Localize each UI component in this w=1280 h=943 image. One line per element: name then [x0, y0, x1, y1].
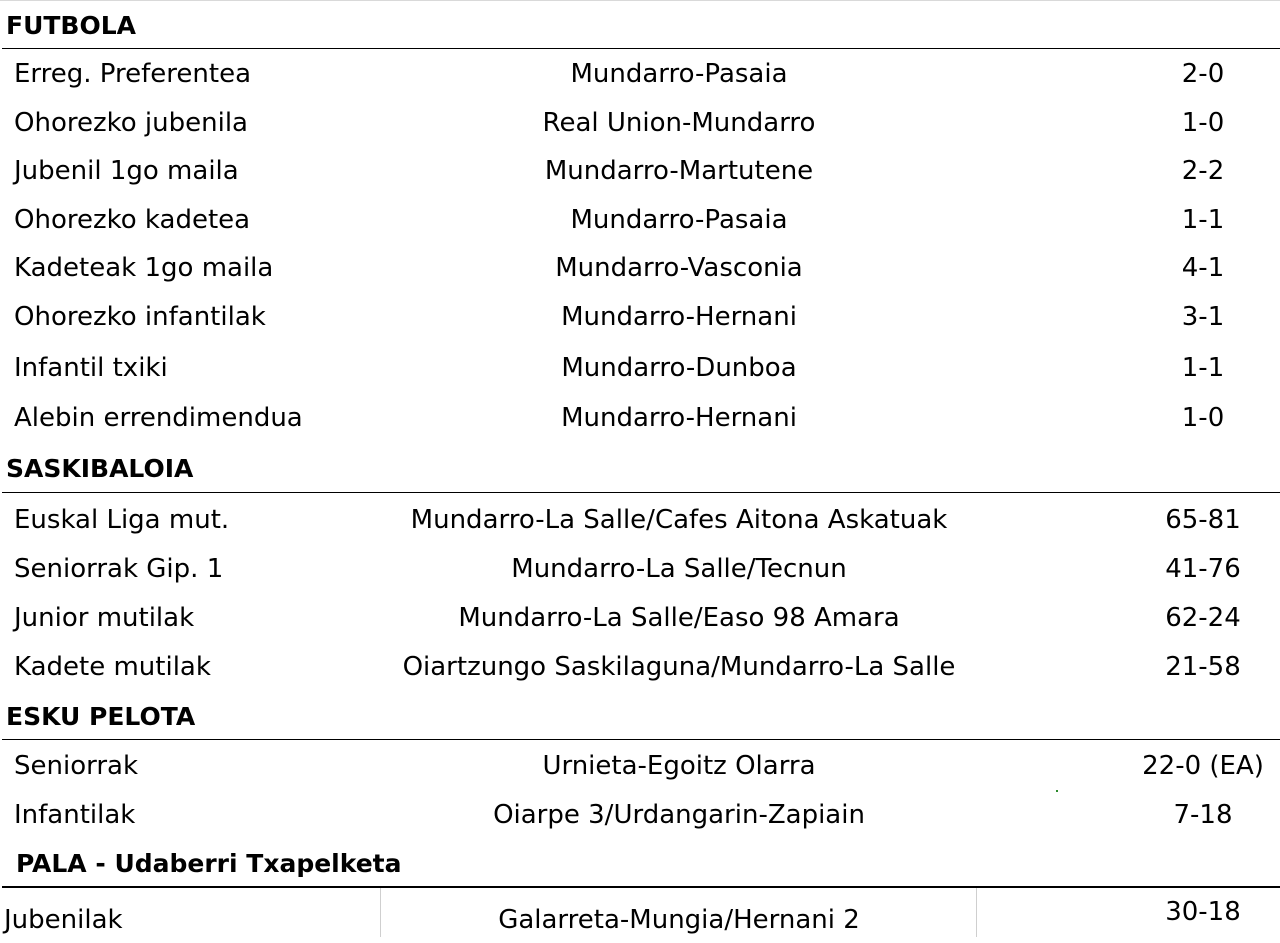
row-match: Mundarro-Pasaia: [570, 59, 788, 89]
row-match: Mundarro-Pasaia: [570, 205, 788, 235]
section-title-futbola: FUTBOLA: [6, 11, 137, 40]
result-row: [0, 743, 1280, 789]
row-score: 65-81: [1165, 505, 1241, 535]
result-row: [0, 497, 1280, 543]
row-score: 62-24: [1165, 603, 1241, 633]
section-title-saskibaloia: SASKIBALOIA: [6, 454, 194, 483]
row-score: 1-1: [1181, 353, 1225, 383]
row-category: Ohorezko kadetea: [14, 205, 251, 235]
row-match: Mundarro-Dunboa: [561, 353, 797, 383]
row-category: Erreg. Preferentea: [14, 59, 252, 89]
row-match: Mundarro-La Salle/Easo 98 Amara: [458, 603, 900, 633]
result-row: [0, 100, 1280, 146]
row-score: 1-0: [1181, 403, 1225, 433]
result-row: [0, 345, 1280, 391]
row-match: Galarreta-Mungia/Hernani 2: [498, 905, 860, 935]
row-score: 7-18: [1173, 800, 1233, 830]
section-divider: [2, 886, 1280, 888]
row-match: Mundarro-Hernani: [561, 403, 797, 433]
row-score: 41-76: [1165, 554, 1241, 584]
row-category: Jubenil 1go maila: [14, 156, 239, 186]
row-category: Infantil txiki: [14, 353, 168, 383]
section-title-esku-pelota: ESKU PELOTA: [6, 702, 196, 731]
row-category: Junior mutilak: [14, 603, 195, 633]
result-row: [0, 245, 1280, 291]
result-row: [0, 546, 1280, 592]
result-row: [0, 644, 1280, 690]
row-category: Seniorrak Gip. 1: [14, 554, 224, 584]
row-match: Mundarro-Hernani: [561, 302, 797, 332]
row-match: Mundarro-La Salle/Tecnun: [511, 554, 847, 584]
section-divider: [2, 492, 1280, 493]
row-category: Alebin errendimendua: [14, 403, 303, 433]
result-row: [0, 595, 1280, 641]
top-border: [0, 0, 1280, 1]
section-title-pala: PALA - Udaberri Txapelketa: [16, 849, 402, 878]
result-row: [0, 792, 1280, 838]
row-match: Urnieta-Egoitz Olarra: [542, 751, 816, 781]
row-category: Ohorezko infantilak: [14, 302, 266, 332]
result-row: [0, 294, 1280, 340]
row-match: Mundarro-Vasconia: [555, 253, 803, 283]
row-score: 4-1: [1181, 253, 1225, 283]
section-divider: [2, 739, 1280, 740]
row-match: Real Union-Mundarro: [542, 108, 816, 138]
row-score: 1-1: [1181, 205, 1225, 235]
result-row: [0, 51, 1280, 97]
row-category: Euskal Liga mut.: [14, 505, 230, 535]
row-match: Mundarro-Martutene: [544, 156, 814, 186]
row-match: Oiarpe 3/Urdangarin-Zapiain: [493, 800, 865, 830]
result-row: [0, 395, 1280, 441]
section-divider: [2, 48, 1280, 49]
row-category: Kadete mutilak: [14, 652, 211, 682]
row-category: Infantilak: [14, 800, 136, 830]
row-score: 22-0 (EA): [1142, 751, 1264, 781]
result-row: [0, 897, 1280, 943]
row-score: 2-0: [1181, 59, 1225, 89]
row-score: 2-2: [1181, 156, 1225, 186]
row-category: Kadeteak 1go maila: [14, 253, 274, 283]
row-match: Mundarro-La Salle/Cafes Aitona Askatuak: [410, 505, 948, 535]
row-category: Ohorezko jubenila: [14, 108, 248, 138]
row-score: 1-0: [1181, 108, 1225, 138]
row-score: 21-58: [1165, 652, 1241, 682]
row-category: Seniorrak: [14, 751, 139, 781]
result-row: [0, 148, 1280, 194]
result-row: [0, 197, 1280, 243]
row-match: Oiartzungo Saskilaguna/Mundarro-La Salle: [402, 652, 956, 682]
row-score: 30-18: [1165, 897, 1241, 927]
row-score: 3-1: [1181, 302, 1225, 332]
row-category: Jubenilak: [4, 905, 123, 935]
